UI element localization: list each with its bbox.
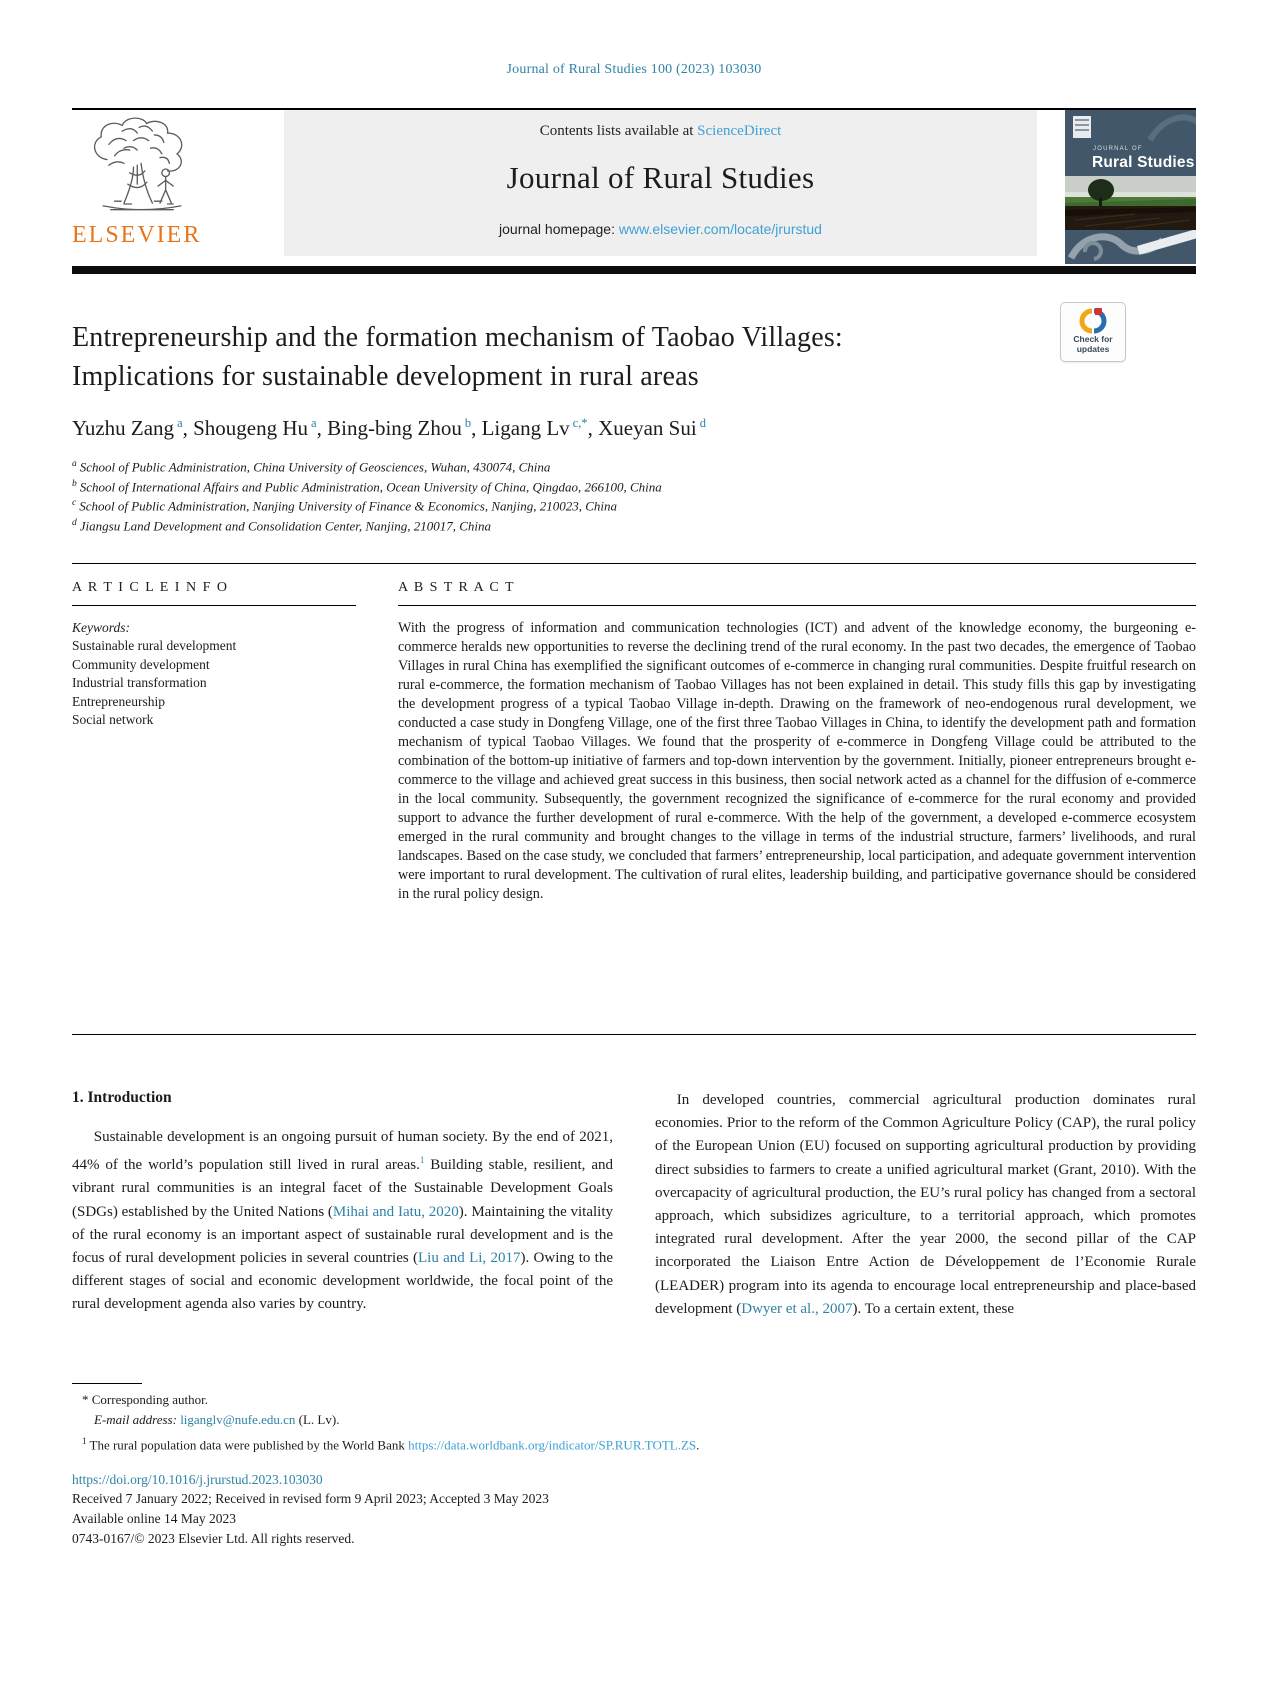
available-online: Available online 14 May 2023 bbox=[72, 1510, 236, 1526]
footnotes bbox=[72, 1383, 1196, 1456]
text-run: . bbox=[696, 1437, 700, 1453]
contents-prefix: Contents lists available at bbox=[539, 123, 698, 139]
affiliation bbox=[72, 495, 1196, 515]
article-title-line1: Entrepreneurship and the formation mechanism of Taobao Villages: bbox=[72, 322, 843, 353]
introduction-heading: 1. Introduction bbox=[72, 1088, 172, 1106]
abstract-column bbox=[398, 564, 1196, 1016]
received-dates: Received 7 January 2022; Received in revised form 9 April 2023; Accepted 3 May 2023 bbox=[72, 1491, 549, 1507]
text-run: ). Owing to the different stages of social and economic development worldwide, the focal point of the rural development agenda also varies by country. bbox=[72, 1249, 613, 1313]
footnote-marker: 1 bbox=[82, 1435, 87, 1446]
footnote-rule bbox=[72, 1383, 142, 1384]
keyword: Sustainable rural development bbox=[72, 638, 237, 654]
cover-publisher-logo bbox=[1073, 116, 1091, 138]
rural-population-note bbox=[72, 1431, 1196, 1456]
info-abstract-section bbox=[72, 563, 1196, 1035]
copyright-line: 0743-0167/© 2023 Elsevier Ltd. All rights reserved. bbox=[72, 1530, 355, 1546]
journal-title: Journal of Rural Studies bbox=[506, 160, 815, 195]
keyword: Community development bbox=[72, 656, 210, 672]
check-for-updates-badge[interactable] bbox=[1060, 302, 1126, 362]
text-run: The rural population data were published by the World Bank bbox=[86, 1437, 409, 1453]
text-run: Building stable, resilient, and vibrant rural communities is an integral facet of the Sustainable Development Goals (SDGs) established by the United Nations ( bbox=[72, 1157, 613, 1220]
author-affiliation-marker: c,* bbox=[572, 416, 588, 430]
introduction-section bbox=[72, 1089, 1196, 1341]
sciencedirect-link[interactable]: ScienceDirect bbox=[697, 123, 782, 139]
article-title-line2: Implications for sustainable development in rural areas bbox=[72, 361, 699, 392]
text-run: ). Maintaining the vitality of the rural economy is an important aspect of sustainable rural development and is the focus of rural development policies in several countries ( bbox=[72, 1203, 613, 1266]
text-run: , Shougeng Hu bbox=[182, 416, 309, 440]
abstract-heading: A B S T R A C T bbox=[398, 564, 1196, 606]
keyword: Social network bbox=[72, 711, 154, 727]
affiliation-marker: b bbox=[72, 478, 77, 489]
header-black-bar bbox=[72, 266, 1196, 274]
text-run: * Corresponding author. bbox=[82, 1391, 209, 1407]
keyword: Industrial transformation bbox=[72, 675, 207, 691]
article-info-heading: A R T I C L E I N F O bbox=[72, 564, 356, 606]
elsevier-logo bbox=[72, 110, 284, 249]
keyword: Entrepreneurship bbox=[72, 693, 165, 709]
affiliations bbox=[72, 456, 1196, 535]
publication-metadata bbox=[72, 1470, 1196, 1548]
text-run: E-mail address: bbox=[94, 1412, 177, 1428]
inline-link[interactable]: Liu and Li, 2017 bbox=[418, 1249, 521, 1266]
right-column bbox=[655, 1089, 1196, 1341]
cover-title: Rural Studies bbox=[1092, 154, 1195, 171]
text-run: (L. Lv). bbox=[295, 1412, 340, 1428]
affiliation-text: School of Public Administration, Nanjing University of Finance & Economics, Nanjing, 210023, China bbox=[79, 498, 617, 514]
homepage-url-link[interactable]: www.elsevier.com/locate/jrurstud bbox=[618, 221, 822, 237]
affiliation-text: Jiangsu Land Development and Consolidation Center, Nanjing, 210017, China bbox=[79, 518, 492, 534]
inline-link[interactable]: Dwyer et al., 2007 bbox=[741, 1300, 853, 1317]
cover-swirl-decoration bbox=[1148, 110, 1196, 146]
cover-scroll-ornament bbox=[1065, 230, 1196, 264]
inline-link[interactable]: Mihai and Iatu, 2020 bbox=[332, 1203, 459, 1220]
affiliation-text: School of Public Administration, China University of Geosciences, Wuhan, 430074, China bbox=[79, 459, 551, 475]
author-affiliation-marker: a bbox=[177, 416, 183, 430]
badge-text-line1: Check for bbox=[1073, 334, 1113, 344]
author-affiliation-marker: d bbox=[699, 416, 706, 430]
keywords-label: Keywords: bbox=[72, 619, 130, 635]
text-run: Yuzhu Zang bbox=[72, 416, 175, 440]
journal-header bbox=[72, 110, 1196, 256]
text-run: Sustainable development is an ongoing pursuit of human society. By the end of 2021, 44% of the world’s population still lived in rural areas. bbox=[72, 1128, 613, 1174]
left-column bbox=[72, 1089, 613, 1341]
doi-link[interactable]: https://doi.org/10.1016/j.jrurstud.2023.103030 bbox=[72, 1471, 323, 1487]
elsevier-wordmark: ELSEVIER bbox=[72, 222, 202, 248]
authors-line bbox=[72, 416, 1196, 441]
affiliation-marker: c bbox=[72, 498, 77, 509]
text-run: In developed countries, commercial agricultural production dominates rural economies. Prior to the reform of the Common Agriculture Policy (CAP), the rural policy of the European Union (EU) focused on supporting agricultural production by providing direct subsidies to farmers to create a unified agricultural market (Grant, 2010). With the overcapacity of agricultural production, the EU’s rural policy has changed from a sectoral approach, which subsidizes agriculture, to a territorial approach, which promotes integrated rural development. After the year 2000, the second pillar of the CAP incorporated the Liaison Entre Action de Développement de l’Economie Rurale (LEADER) program into its agenda to encourage local entrepreneurship and place-based development ( bbox=[655, 1091, 1196, 1317]
affiliation-marker: d bbox=[72, 518, 77, 529]
affiliation bbox=[72, 515, 1196, 535]
author-affiliation-marker: a bbox=[311, 416, 317, 430]
article-title bbox=[72, 318, 1196, 396]
email-note bbox=[72, 1410, 1196, 1431]
page-content bbox=[72, 0, 1196, 1548]
abstract-text: With the progress of information and communication technologies (ICT) and advent of the knowledge economy, the burgeoning e-commerce heralds new opportunities to reverse the declining trend of the rural economy. In the past two decades, the emergence of Taobao Villages in rural China has exemplified the significant outcomes of e-commerce in changing rural communities. Despite fruitful research on rural e-commerce, the formation mechanism of Taobao Villages has not been explained in detail. This study fills this gap by investigating the development progress of a typical Taobao Village in-depth. Drawing on the framework of neo-endogenous rural development, we conducted a case study in Dongfeng Village, one of the first three Taobao Villages in China, to identify the development path and formation mechanism of typical Taobao Villages. We found that the prosperity of e-commerce in Dongfeng Village could be attributed to the combination of the bottom-up initiative of farmers and top-down intervention by the government. Initially, pioneer entrepreneurs brought e-commerce to the village and achieved great success in this business, then social network acted as a channel for the diffusion of e-commerce in the local community. Subsequently, the government recognized the significance of e-commerce for the rural economy and provided support to advance the further development of rural e-commerce. With the help of the government, a developed e-commerce ecosystem emerged in the rural community and brought changes to the village in terms of the industrial structure, farmers’ livelihoods, and rural landscapes. Based on the case study, we concluded that farmers’ entrepreneurship, local participation, and adequate government intervention were important to rural development. The cultivation of rural elites, leadership building, and participative governance should be considered in the rural policy design. bbox=[398, 619, 1196, 902]
affiliation-text: School of International Affairs and Public Administration, Ocean University of China, Qingdao, 266100, China bbox=[79, 479, 662, 495]
corresponding-author-note bbox=[72, 1390, 1196, 1411]
cover-journal-of: JOURNAL OF bbox=[1093, 146, 1143, 152]
affiliation bbox=[72, 476, 1196, 496]
inline-link[interactable]: https://data.worldbank.org/indicator/SP.RUR.TOTL.ZS bbox=[408, 1437, 697, 1453]
inline-link[interactable]: liganglv@nufe.edu.cn bbox=[180, 1412, 296, 1428]
cover-landscape-photo bbox=[1065, 176, 1196, 230]
affiliation bbox=[72, 456, 1196, 476]
introduction-paragraph-left bbox=[72, 1126, 613, 1317]
homepage-line bbox=[284, 221, 1037, 237]
article-info-column bbox=[72, 564, 356, 1016]
keywords-block bbox=[72, 619, 356, 729]
text-run: , Xueyan Sui bbox=[587, 416, 697, 440]
journal-banner bbox=[284, 110, 1037, 256]
text-run: , Bing-bing Zhou bbox=[316, 416, 462, 440]
elsevier-tree-icon bbox=[78, 116, 206, 222]
badge-text-line2: updates bbox=[1076, 343, 1110, 354]
contents-line bbox=[284, 123, 1037, 140]
author-affiliation-marker: b bbox=[464, 416, 472, 430]
journal-cover-thumbnail bbox=[1065, 110, 1196, 264]
introduction-paragraph-right bbox=[655, 1089, 1196, 1321]
homepage-prefix: journal homepage: bbox=[499, 221, 619, 237]
text-run: ). To a certain extent, these bbox=[852, 1300, 1014, 1317]
affiliation-marker: a bbox=[72, 459, 77, 469]
journal-reference-link[interactable]: Journal of Rural Studies 100 (2023) 103030 bbox=[506, 62, 762, 77]
footnote-ref-link[interactable]: 1 bbox=[419, 1155, 425, 1166]
crossmark-icon bbox=[1078, 307, 1108, 335]
text-run: , Ligang Lv bbox=[471, 416, 570, 440]
